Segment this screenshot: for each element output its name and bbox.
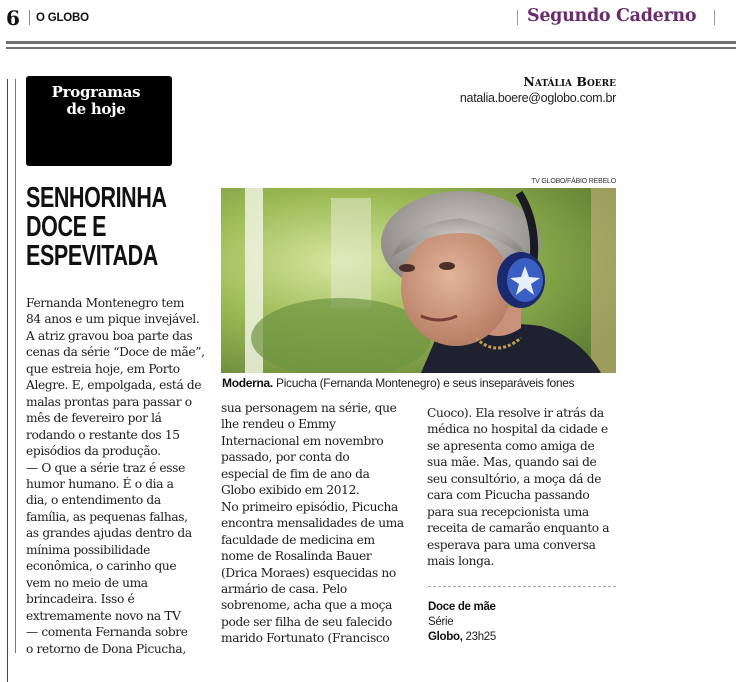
box-label-line: Programas <box>51 83 141 101</box>
article-line: cara com Picucha passando <box>427 488 590 503</box>
article-line: nome de Rosalinda Bauer <box>221 549 372 564</box>
article-line: vem no meio de uma <box>26 575 148 590</box>
margin-rule-inner <box>15 79 16 653</box>
article-line: sobrenome, acha que a moça <box>221 598 392 613</box>
article-column-2 <box>221 400 416 647</box>
article-line: brincadeira. Isso é <box>26 592 135 607</box>
program-genre: Série <box>428 616 454 628</box>
article-line: para sua recepcionista uma <box>427 504 589 519</box>
article-line: esperava para uma conversa <box>427 537 596 552</box>
info-divider <box>428 586 616 587</box>
article-line: as grandes ajudas dentro da <box>26 526 192 541</box>
article-line: Cuoco). Ela resolve ir atrás da <box>427 406 604 420</box>
photo-credit: TV GLOBO/FÁBIO REBELO <box>531 178 616 185</box>
article-line: A atriz gravou boa parte das <box>26 328 193 343</box>
article-line: (Drica Moraes) esquecidas no <box>221 565 396 580</box>
article-line: extremamente novo na TV <box>26 608 181 623</box>
caption-text: Picucha (Fernanda Montenegro) e seus inseparáveis fones <box>272 376 575 390</box>
article-line: Alegre. E, empolgada, está de <box>26 378 202 393</box>
article-line: encontra mensalidades de uma <box>221 516 404 531</box>
article-line: sua personagem na série, que <box>221 401 397 415</box>
article-line: — O que a série traz é esse <box>26 460 185 475</box>
programas-de-hoje-box <box>26 76 172 166</box>
header-rule-bottom <box>6 47 736 49</box>
caption-lead: Moderna. <box>222 376 273 390</box>
article-line: especial de fim de ano da <box>221 466 370 481</box>
article-line: — comenta Fernanda sobre <box>26 625 188 640</box>
article-line: mês de fevereiro por lá <box>26 411 162 426</box>
article-line: pode ser filha de seu falecido <box>221 614 392 629</box>
article-line: família, as pequenas falhas, <box>26 509 188 524</box>
article-line: Internacional em novembro <box>221 433 384 448</box>
article-line: No primeiro episódio, Picucha <box>221 499 398 514</box>
article-line: Globo exibido em 2012. <box>221 483 360 498</box>
article-line: episódios da produção. <box>26 444 161 459</box>
article-column-3 <box>427 405 622 570</box>
article-line: o retorno de Dona Picucha, <box>26 641 186 656</box>
article-line: rodando o restante dos 15 <box>26 427 180 442</box>
article-headline <box>26 184 167 271</box>
article-line: malas prontas para passar o <box>26 394 192 409</box>
article-line: sua mãe. Mas, quando sai de <box>427 455 597 470</box>
program-time: 23h25 <box>462 631 496 643</box>
headline-line: ESPEVITADA <box>26 240 158 272</box>
article-line: passado, por conta do <box>221 450 350 465</box>
article-line: seu consultório, a moça dá de <box>427 471 602 486</box>
newspaper-name: O GLOBO <box>36 12 89 24</box>
article-line: dia, o entendimento da <box>26 493 161 508</box>
program-channel: Globo, <box>428 631 463 643</box>
header-rule-top <box>6 41 736 44</box>
article-line: armário de casa. Pelo <box>221 581 347 596</box>
section-divider-left <box>517 10 518 25</box>
article-line: receita de camarão enquanto a <box>427 521 610 536</box>
section-divider-right <box>714 10 715 25</box>
box-label-line: de hoje <box>66 100 126 118</box>
article-line: mínima possibilidade <box>26 542 151 557</box>
article-line: faculdade de medicina em <box>221 532 375 547</box>
headline-line: SENHORINHA <box>26 182 167 214</box>
section-title: Segundo Caderno <box>527 6 697 26</box>
article-line: marido Fortunato (Francisco <box>221 631 390 646</box>
program-info <box>428 600 496 645</box>
page-number: 6 <box>6 6 20 30</box>
article-photo <box>221 188 616 373</box>
photo-woman-headphones-illustration <box>221 188 616 373</box>
article-line: se apresenta como amiga de <box>427 438 595 453</box>
article-column-1 <box>26 295 221 657</box>
article-line: Fernanda Montenegro tem <box>26 296 185 310</box>
author-email[interactable]: natalia.boere@oglobo.com.br <box>459 91 616 105</box>
article-line: 84 anos e um pique invejável. <box>26 312 200 327</box>
program-schedule <box>428 630 496 645</box>
article-line: médica no hospital da cidade e <box>427 422 608 437</box>
photo-caption <box>222 376 622 390</box>
author-name: Natália Boere <box>523 74 616 89</box>
program-title: Doce de mãe <box>428 601 496 613</box>
article-line: mais longa. <box>427 554 495 569</box>
article-line: lhe rendeu o Emmy <box>221 417 336 432</box>
article-line: humor humano. É o dia a <box>26 476 174 491</box>
margin-rule-outer <box>7 79 8 682</box>
article-line: cenas da série “Doce de mãe”, <box>26 345 205 360</box>
programas-de-hoje-label <box>26 84 166 118</box>
article-line: econômica, o carinho que <box>26 559 177 574</box>
article-line: que estreia hoje, em Porto <box>26 361 180 376</box>
headline-line: DOCE E <box>26 211 107 243</box>
header-divider <box>29 10 30 25</box>
